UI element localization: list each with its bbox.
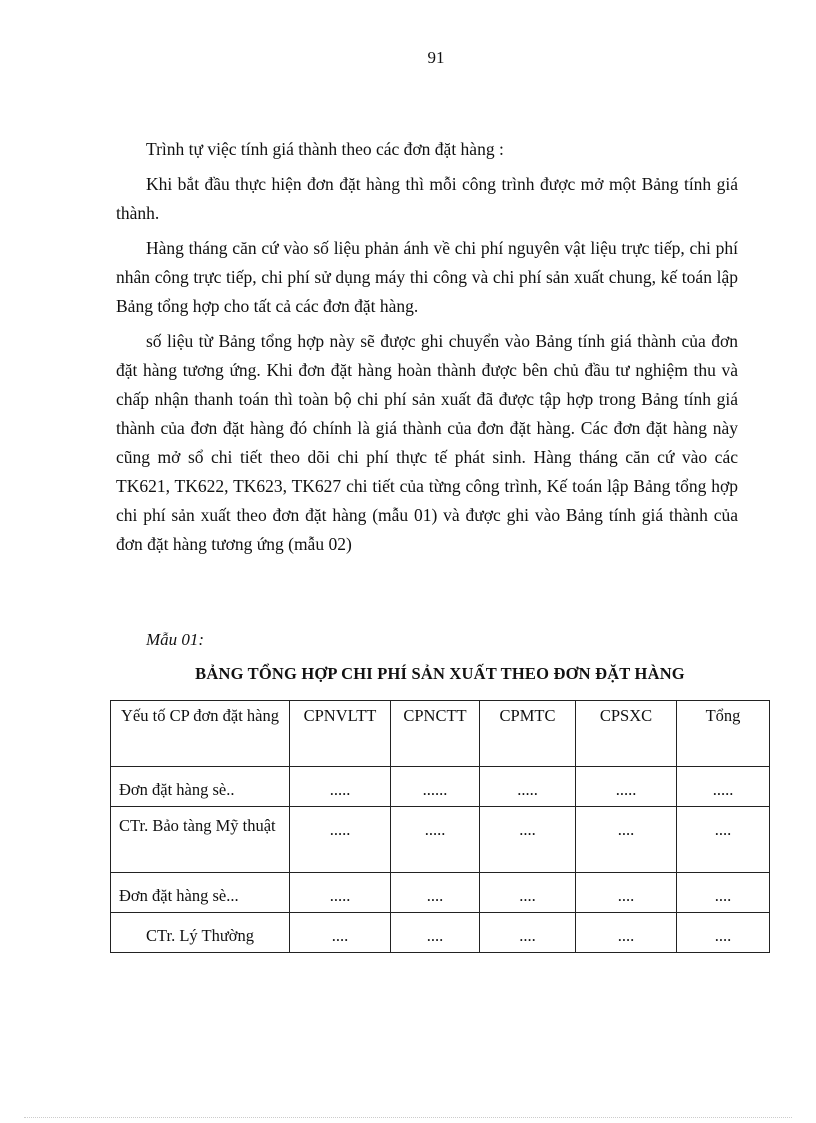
table-cell: .....	[290, 873, 391, 913]
table-row	[111, 807, 770, 873]
table-cell: .....	[290, 807, 391, 873]
table-cell: ....	[290, 913, 391, 953]
table-cell: .....	[677, 767, 770, 807]
table-cell: ....	[576, 807, 677, 873]
header-cell: Tổng	[677, 701, 770, 767]
table-cell: .....	[480, 767, 576, 807]
table-cell: ....	[391, 873, 480, 913]
table-cell: CTr. Bảo tàng Mỹ thuật	[111, 807, 290, 873]
table-cell: .....	[290, 767, 391, 807]
table-cell: .....	[576, 767, 677, 807]
table-cell: ....	[480, 913, 576, 953]
paragraph: Khi bắt đầu thực hiện đơn đặt hàng thì mỗi công trình được mở một Bảng tính giá thành.	[116, 174, 738, 223]
table-row	[111, 767, 770, 807]
table-cell: ....	[480, 807, 576, 873]
table-title: BẢNG TỔNG HỢP CHI PHÍ SẢN XUẤT THEO ĐƠN ĐẶT HÀNG	[195, 664, 685, 683]
cost-summary-table	[110, 700, 770, 953]
table-header-row	[111, 701, 770, 767]
header-cell: CPNCTT	[391, 701, 480, 767]
table-cell: ......	[391, 767, 480, 807]
table-cell: .....	[391, 807, 480, 873]
table-cell: Đơn đặt hàng sè..	[111, 767, 290, 807]
table-cell: Đơn đặt hàng sè...	[111, 873, 290, 913]
table-cell: ....	[391, 913, 480, 953]
body-text	[116, 135, 738, 565]
table-cell: CTr. Lý Thường	[111, 913, 290, 953]
table-cell: ....	[677, 913, 770, 953]
header-cell: CPMTC	[480, 701, 576, 767]
table-row	[111, 913, 770, 953]
table-cell: ....	[677, 807, 770, 873]
table-cell: ....	[480, 873, 576, 913]
paragraph: số liệu từ Bảng tổng hợp này sẽ được ghi chuyển vào Bảng tính giá thành của đơn đặt hàng tương ứng. Khi đơn đặt hàng hoàn thành được bên chủ đầu tư nghiệm thu và chấp nhận thanh toán thì toàn bộ chi phí sản xuất đã được tập hợp trong Bảng tính giá thành của đơn đặt hàng đó chính là giá thành của đơn đặt hàng. Các đơn đặt hàng này cũng mở sổ chi tiết theo dõi chi phí thực tế phát sinh. Hàng tháng căn cứ vào các TK621, TK622, TK623, TK627 chi tiết của từng công trình, Kế toán lập Bảng tổng hợp chi phí sản xuất theo đơn đặt hàng (mẫu 01) và được ghi vào Bảng tính giá thành của đơn đặt hàng tương ứng (mẫu 02)	[116, 331, 738, 554]
table-cell: ....	[576, 873, 677, 913]
header-cell: Yếu tố CP đơn đặt hàng	[111, 701, 290, 767]
page-number: 91	[427, 48, 445, 67]
header-cell: CPSXC	[576, 701, 677, 767]
table-row	[111, 873, 770, 913]
paragraph: Trình tự việc tính giá thành theo các đơn đặt hàng :	[146, 139, 504, 159]
page-bottom-divider	[24, 1117, 792, 1118]
table-cell: ....	[576, 913, 677, 953]
table-cell: ....	[677, 873, 770, 913]
header-cell: CPNVLTT	[290, 701, 391, 767]
sample-label: Mẫu 01:	[146, 630, 205, 649]
paragraph: Hàng tháng căn cứ vào số liệu phản ánh về chi phí nguyên vật liệu trực tiếp, chi phí nhân công trực tiếp, chi phí sử dụng máy thi công và chi phí sản xuất chung, kế toán lập Bảng tổng hợp cho tất cả các đơn đặt hàng.	[116, 238, 738, 316]
